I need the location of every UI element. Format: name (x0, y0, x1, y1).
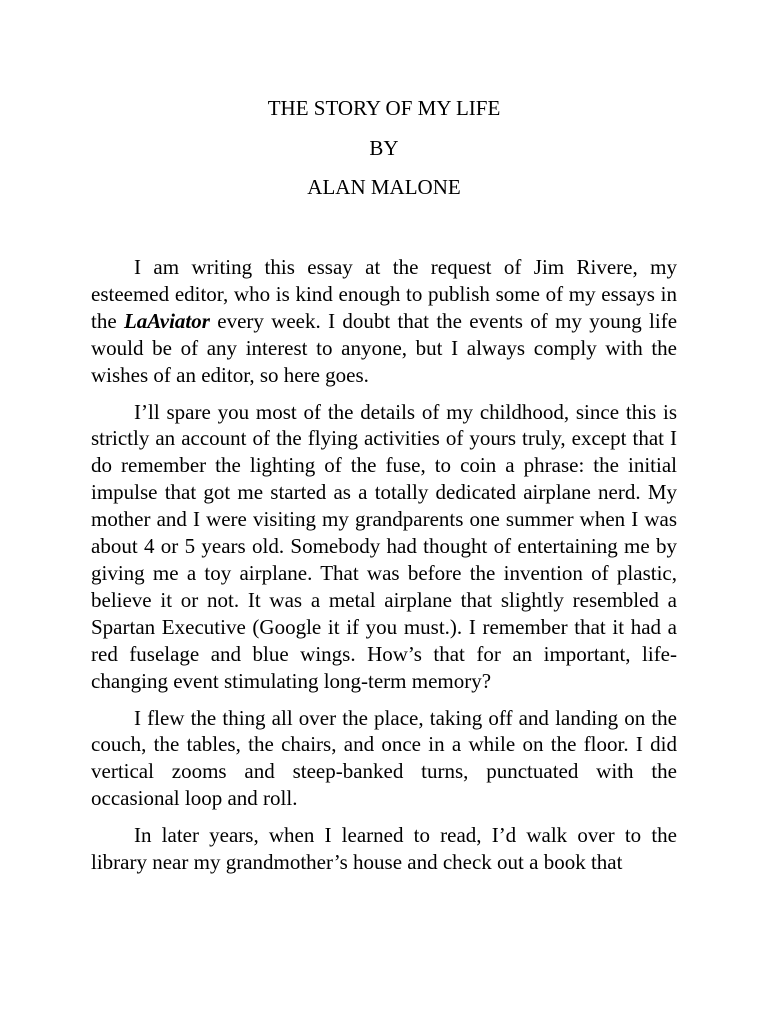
paragraph-1-text-end: every week. I doubt that the events of my young life would be of any interest to anyone, but I always comply with the wishes of an editor, so here goes. (91, 308, 678, 387)
paragraph-4: In later years, when I learned to read, I’d walk over to the library near my grandmother’s house and check out a book that (91, 823, 677, 875)
essay-body (91, 254, 677, 886)
byline-label: BY (369, 136, 399, 160)
paragraph-1-text-start: I am writing this essay at the request of Jim Rivere, my esteemed editor, who is kind enough to publish some of my essays in the (91, 255, 677, 333)
paragraph-2: I’ll spare you most of the details of my childhood, since this is strictly an account of the flying activities of yours truly, except that I do remember the lighting of the fuse, to coin a phrase: the initial impulse that got me started as a totally dedicated airplane nerd. My mother and I were visiting my grandparents one summer when I was about 4 or 5 years old. Somebody had thought of entertaining me by giving me a toy airplane. That was before the invention of plastic, believe it or not. It was a metal airplane that slightly resembled a Spartan Executive (Google it if you must.). I remember that it had a red fuselage and blue wings. How’s that for an important, life-changing event stimulating long-term memory? (91, 399, 677, 693)
paragraph-3: I flew the thing all over the place, taking off and landing on the couch, the tables, the chairs, and once in a while on the floor. I did vertical zooms and steep-banked turns, punctuated with the occasional loop and roll. (91, 705, 677, 811)
document-title: THE STORY OF MY LIFE (267, 96, 501, 120)
publication-name: LaAviator (123, 308, 210, 333)
author-name: ALAN MALONE (307, 175, 461, 199)
paragraph-1 (91, 254, 677, 389)
